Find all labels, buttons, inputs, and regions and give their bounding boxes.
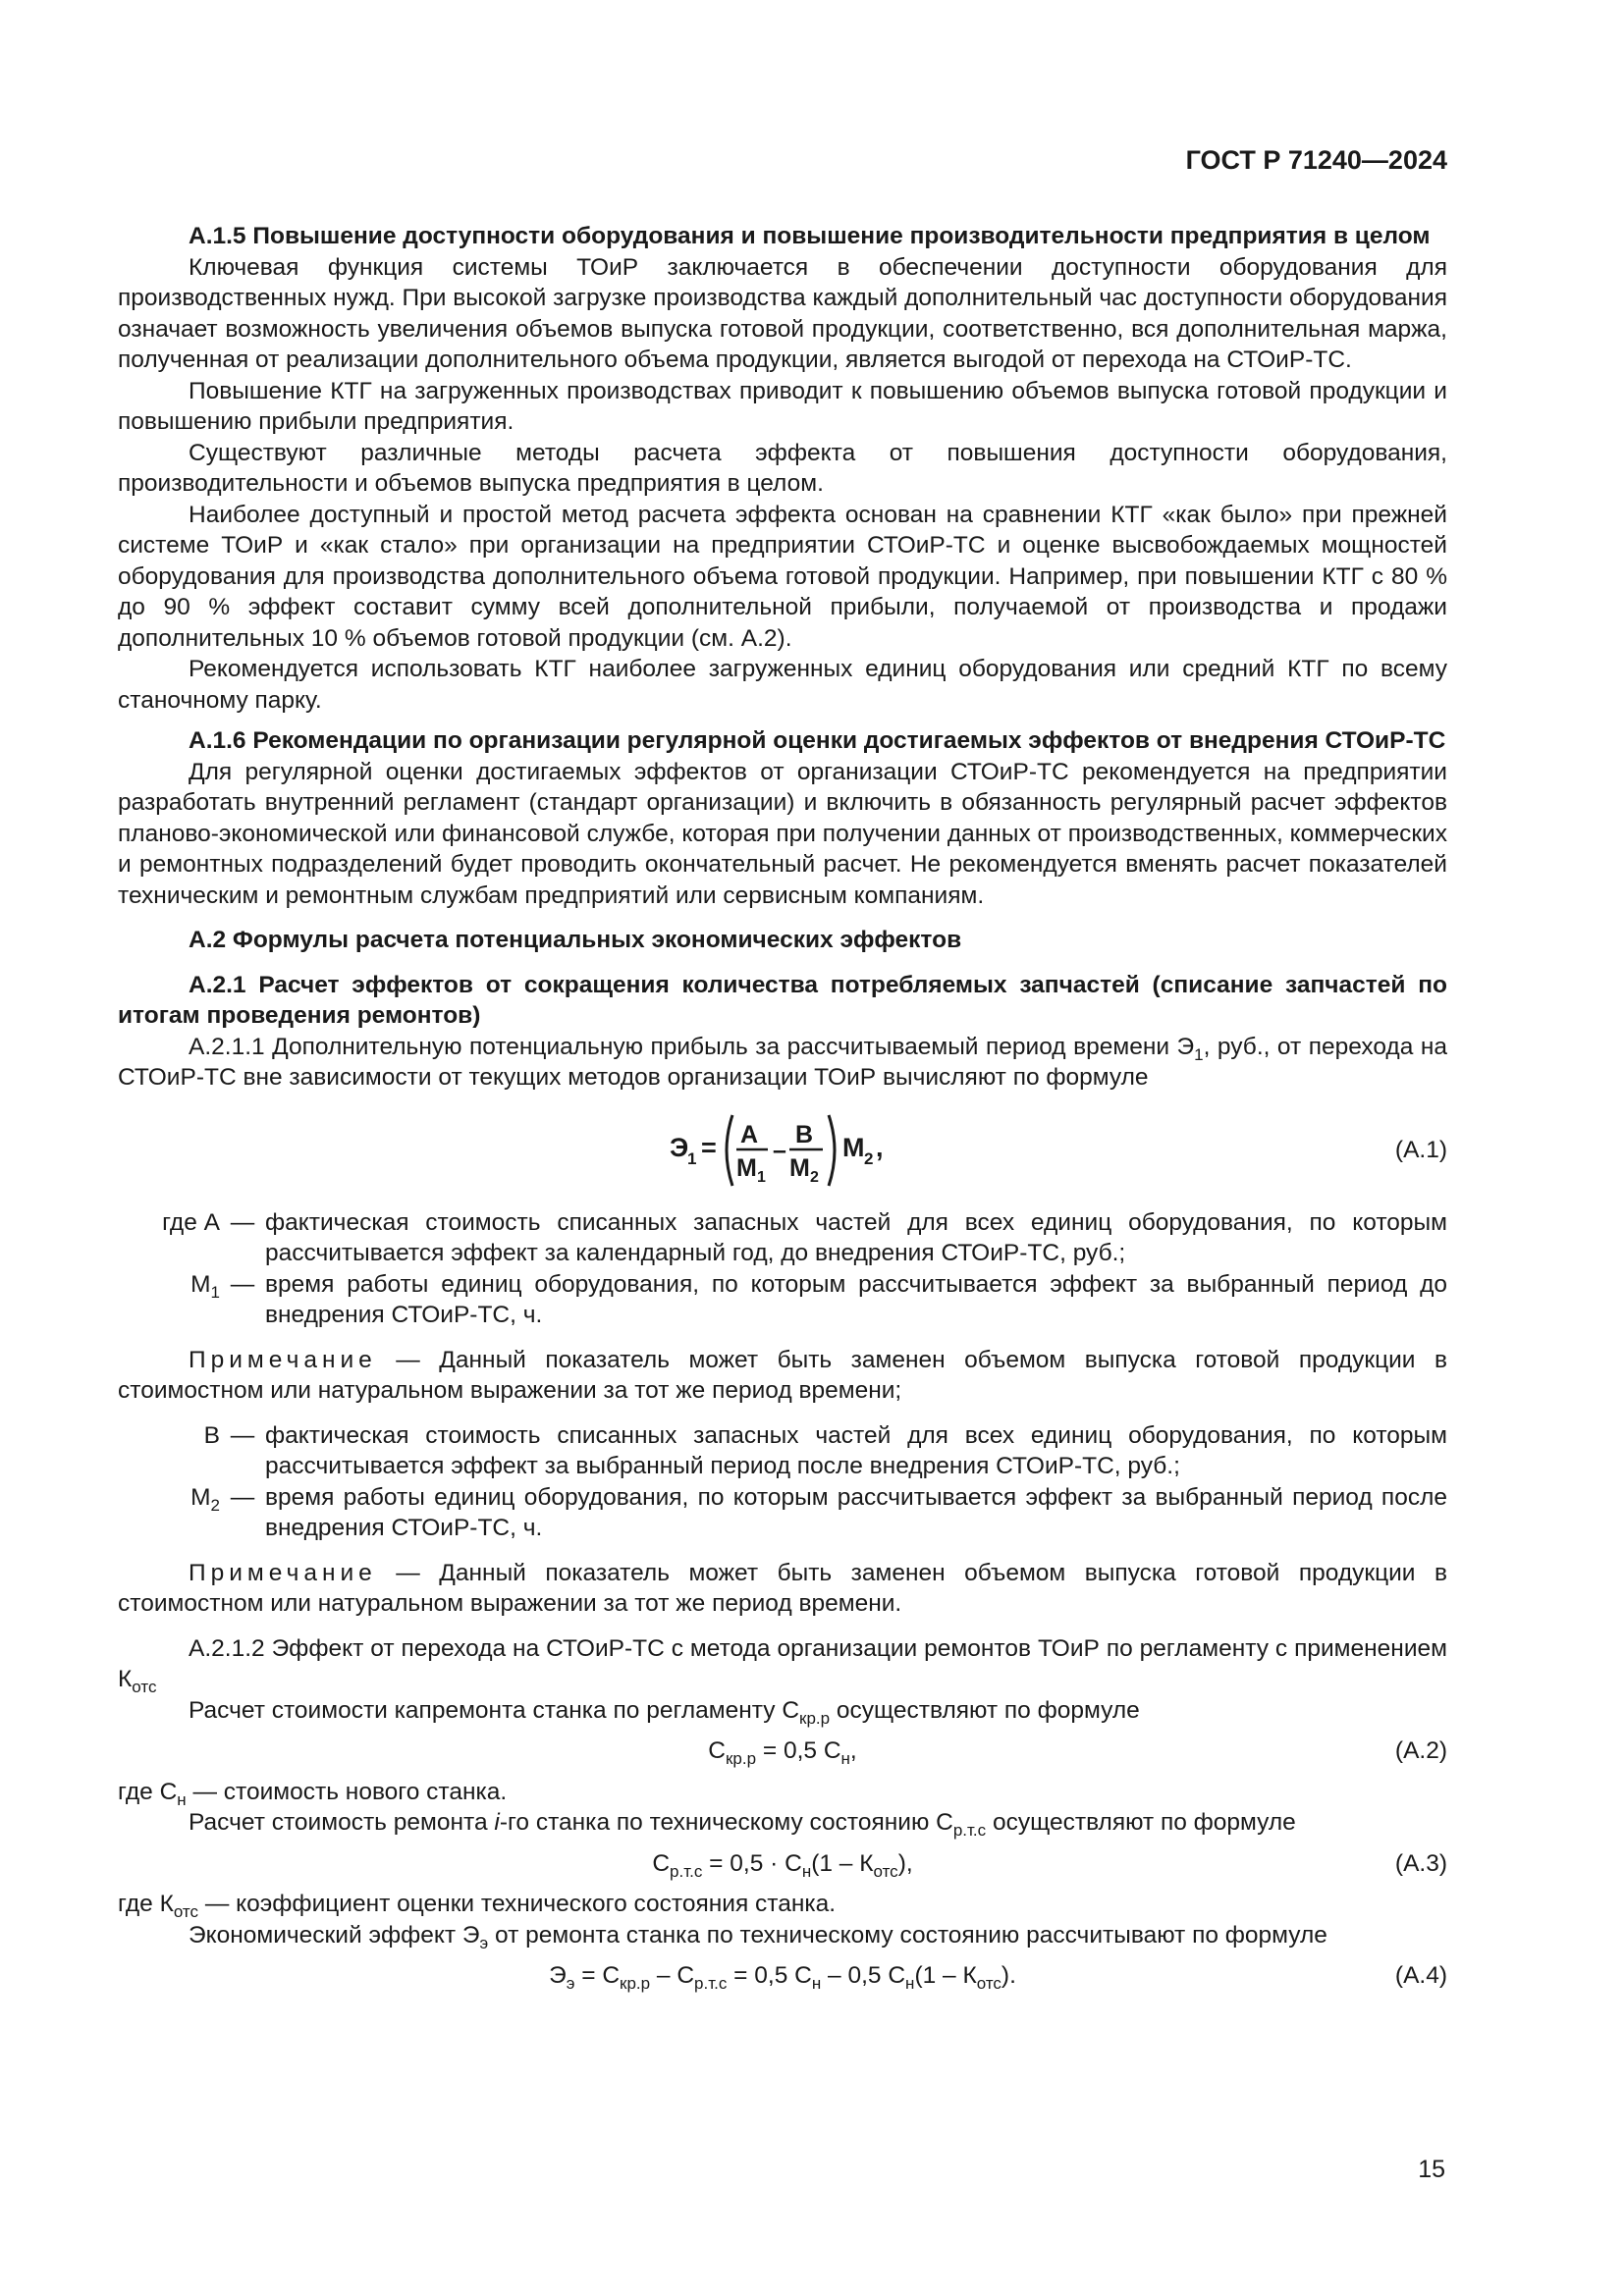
formula-a1-graphic — [670, 1103, 895, 1198]
definition-symbol: где А — [162, 1208, 220, 1236]
svg-text:2: 2 — [810, 1168, 819, 1186]
section-heading-a2: А.2 Формулы расчета потенциальных экономических эффектов — [189, 927, 962, 953]
definition-symbol: В — [203, 1421, 220, 1449]
paragraph: где $К_{отс}$ — коэффициент оценки технического состояния станка. — [118, 1891, 837, 1921]
paragraph: Экономический эффект $Э_э$ от ремонта станка по техническому состоянию рассчитывают по формуле — [189, 1921, 1327, 1952]
document-number: ГОСТ Р 71240—2024 — [1185, 145, 1447, 175]
section-heading-a16: А.1.6 Рекомендации по организации регулярной оценки достигаемых эффектов от внедрения СТОиР-ТС — [189, 727, 1446, 754]
paragraph: Расчет стоимость ремонта i-го станка по техническому состоянию $С_{р.т.с}$ осуществляют по формуле — [189, 1809, 1296, 1840]
paragraph: Наиболее доступный и простой метод расчета эффекта основан на сравнении КТГ «как было» при прежней системе ТОиР и «как стало» при организации на предприятии СТОиР-ТС и оценке высвобождаемых мощностей оборудования для производства дополнительного объема готовой продукции. Например, при повышении КТГ с 80 % до 90 % эффект составит сумму всей дополнительной прибыли, получаемой от производства и продажи дополнительных 10 % объемов готовой продукции (см. А.2). — [118, 501, 1447, 652]
paragraph: Расчет стоимости капремонта станка по регламенту $С_{кр.р}$ осуществляют по формуле — [189, 1696, 1140, 1728]
definition-text: время работы единиц оборудования, по которым рассчитывается эффект за выбранный период после внедрения СТОиР-ТС, ч. — [265, 1483, 1447, 1541]
formula-a3: $С_{р.т.с} = 0,5 \cdot С_н(1 - К_{отс})$, (А.3) — [652, 1849, 1447, 1881]
formula-ref-a1: (А.1) — [1394, 1136, 1447, 1163]
definition-text: время работы единиц оборудования, по которым рассчитывается эффект за выбранный период до внедрения СТОиР-ТС, ч. — [265, 1270, 1447, 1328]
section-heading-a15: А.1.5 Повышение доступности оборудования и повышение производительности предприятия в целом — [189, 223, 1431, 249]
paragraph: Рекомендуется использовать КТГ наиболее загруженных единиц оборудования или средний КТГ по всему станочному парку. — [118, 656, 1447, 714]
svg-text:М: М — [736, 1153, 757, 1182]
definition-list — [118, 1420, 1447, 1544]
note: Примечание — Данный показатель может быть заменен объемом выпуска готовой продукции в стоимостном или натуральном выражении за тот же период времени. — [118, 1559, 1447, 1617]
definition-list — [118, 1207, 1447, 1331]
svg-text:–: – — [773, 1136, 786, 1164]
formula-a2: $С_{кр.р} = 0,5$ $С_н$, (А.2) — [708, 1737, 1447, 1768]
note: Примечание — Данный показатель может быть заменен объемом выпуска готовой продукции в стоимостном или натуральном выражении за тот же период времени; — [118, 1346, 1447, 1404]
paragraph: Для регулярной оценки достигаемых эффектов от организации СТОиР-ТС рекомендуется на предприятии разработать внутренний регламент (стандарт организации) и включить в обязанность регулярный расчет эффектов планово-экономической или финансовой службе, которая при получении данных от производственных, коммерческих и ремонтных подразделений будет проводить окончательный расчет. Не рекомендуется вменять расчет показателей техническим и ремонтным службам предприятий или сервисным компаниям. — [118, 758, 1447, 909]
page-body — [118, 221, 1447, 2002]
definition-text: фактическая стоимость списанных запасных частей для всех единиц оборудования, по которым рассчитывается эффект за календарный год, до внедрения СТОиР-ТС, руб.; — [265, 1208, 1447, 1266]
paragraph: где $С_н$ — стоимость нового станка. — [118, 1778, 508, 1809]
svg-text:,: , — [876, 1132, 884, 1162]
formula-a1 — [118, 1103, 1447, 1198]
definition-item: где А — фактическая стоимость списанных запасных частей для всех единиц оборудования, по которым рассчитывается эффект за календарный год, до внедрения СТОиР-ТС, руб.; — [118, 1207, 1447, 1269]
definition-text: фактическая стоимость списанных запасных частей для всех единиц оборудования, по которым рассчитывается эффект за выбранный период после внедрения СТОиР-ТС, руб.; — [265, 1421, 1447, 1479]
paragraph: Повышение КТГ на загруженных производствах приводит к повышению объемов выпуска готовой продукции и повышению прибыли предприятия. — [118, 377, 1447, 435]
formula-a4: $Э_э = С_{кр.р} - С_{р.т.с} = 0,5$ $С_н - 0,5$ $С_н(1 - К_{отс})$. (А.4) — [549, 1962, 1447, 1993]
svg-text:М: М — [789, 1153, 810, 1182]
paragraph: А.2.1.2 Эффект от перехода на СТОиР-ТС с метода организации ремонтов ТОиР по регламенту с применением $К_{отс}$ — [118, 1634, 1447, 1696]
svg-text:1: 1 — [757, 1168, 766, 1186]
svg-text:2: 2 — [864, 1148, 874, 1168]
svg-text:А: А — [740, 1120, 759, 1148]
definition-symbol: $М_2$ — [190, 1483, 220, 1515]
svg-text:Э: Э — [670, 1132, 689, 1162]
paragraph: Ключевая функция системы ТОиР заключается в обеспечении доступности оборудования для производственных нужд. При высокой загрузке производства каждый дополнительный час доступности оборудования означает возможность увеличения объемов выпуска готовой продукции, соответственно, вся дополнительная маржа, полученная от реализации дополнительного объема продукции, является выгодой от перехода на СТОиР-ТС. — [118, 253, 1447, 373]
svg-text:М: М — [842, 1132, 865, 1162]
formula-ref-a3: (А.3) — [1394, 1849, 1447, 1877]
paragraph: А.2.1.1 Дополнительную потенциальную прибыль за рассчитываемый период времени $Э_1$, руб., от перехода на СТОиР-ТС вне зависимости от текущих методов организации ТОиР вычисляют по формуле — [118, 1033, 1447, 1091]
paragraph: Существуют различные методы расчета эффекта от повышения доступности оборудования, производительности и объемов выпуска предприятия в целом. — [118, 439, 1447, 497]
svg-text:В: В — [795, 1120, 814, 1148]
section-heading-a21: А.2.1 Расчет эффектов от сокращения количества потребляемых запчастей (списание запчастей по итогам проведения ремонтов) — [118, 971, 1447, 1029]
definition-symbol: $М_1$ — [190, 1270, 220, 1302]
svg-text:=: = — [701, 1132, 717, 1162]
definition-item: $М_1$ — время работы единиц оборудования, по которым рассчитывается эффект за выбранный период до внедрения СТОиР-ТС, ч. — [118, 1269, 1447, 1331]
svg-text:1: 1 — [687, 1148, 697, 1168]
formula-ref-a4: (А.4) — [1394, 1962, 1447, 1989]
page-number: 15 — [1418, 2156, 1445, 2183]
definition-item: В — фактическая стоимость списанных запасных частей для всех единиц оборудования, по которым рассчитывается эффект за выбранный период после внедрения СТОиР-ТС, руб.; — [118, 1420, 1447, 1482]
formula-ref-a2: (А.2) — [1394, 1737, 1447, 1764]
definition-item: $М_2$ — время работы единиц оборудования, по которым рассчитывается эффект за выбранный период после внедрения СТОиР-ТС, ч. — [118, 1482, 1447, 1544]
